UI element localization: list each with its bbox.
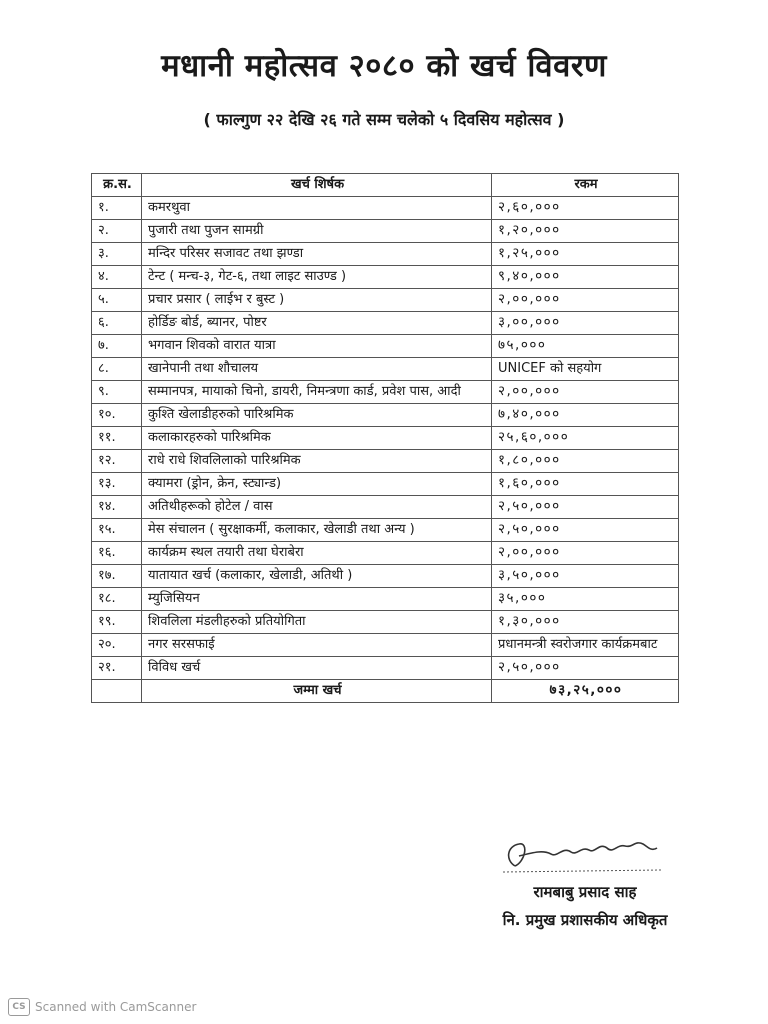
table-row — [92, 312, 679, 335]
row-heading: सम्मानपत्र, मायाको चिनो, डायरी, निमन्त्रणा कार्ड, प्रवेश पास, आदी — [142, 381, 492, 404]
row-sn: १. — [92, 197, 142, 220]
row-amount: २,००,००० — [492, 289, 679, 312]
expense-table — [91, 173, 679, 703]
row-heading: म्युजिसियन — [142, 588, 492, 611]
table-row — [92, 427, 679, 450]
row-amount: प्रधानमन्त्री स्वरोजगार कार्यक्रमबाट — [492, 634, 679, 657]
row-heading: भगवान शिवको वारात यात्रा — [142, 335, 492, 358]
row-heading: अतिथीहरूको होटेल / वास — [142, 496, 492, 519]
row-heading: राधे राधे शिवलिलाको पारिश्रमिक — [142, 450, 492, 473]
row-amount: ९,४०,००० — [492, 266, 679, 289]
row-amount: ७,४०,००० — [492, 404, 679, 427]
row-sn: १९. — [92, 611, 142, 634]
row-sn: १४. — [92, 496, 142, 519]
row-amount: २,६०,००० — [492, 197, 679, 220]
row-amount: १,३०,००० — [492, 611, 679, 634]
row-sn: २. — [92, 220, 142, 243]
row-amount: २,५०,००० — [492, 519, 679, 542]
row-sn: २१. — [92, 657, 142, 680]
row-amount: UNICEF को सहयोग — [492, 358, 679, 381]
row-sn: २०. — [92, 634, 142, 657]
row-amount: २,००,००० — [492, 381, 679, 404]
row-sn: १०. — [92, 404, 142, 427]
row-sn: ४. — [92, 266, 142, 289]
row-sn: ९. — [92, 381, 142, 404]
total-sn-cell — [92, 680, 142, 703]
table-row — [92, 634, 679, 657]
row-sn: १५. — [92, 519, 142, 542]
document-title: मधानी महोत्सव २०८० को खर्च विवरण — [161, 48, 607, 84]
table-row — [92, 243, 679, 266]
row-sn: १६. — [92, 542, 142, 565]
row-heading: नगर सरसफाई — [142, 634, 492, 657]
table-row — [92, 404, 679, 427]
scanner-watermark — [8, 998, 196, 1016]
row-amount: १,२०,००० — [492, 220, 679, 243]
total-row — [92, 680, 679, 703]
header-amount: रकम — [492, 174, 679, 197]
row-heading: कुश्ति खेलाडीहरुको पारिश्रमिक — [142, 404, 492, 427]
row-amount: १,८०,००० — [492, 450, 679, 473]
watermark-text: Scanned with CamScanner — [35, 1000, 197, 1014]
row-sn: ११. — [92, 427, 142, 450]
row-sn: ३. — [92, 243, 142, 266]
header-sn: क्र.स. — [92, 174, 142, 197]
table-row — [92, 657, 679, 680]
row-heading: पुजारी तथा पुजन सामग्री — [142, 220, 492, 243]
document-subtitle: ( फाल्गुण २२ देखि २६ गते सम्म चलेको ५ दिवसिय महोत्सव ) — [203, 110, 565, 129]
table-row — [92, 358, 679, 381]
table-header-row — [92, 174, 679, 197]
table-row — [92, 519, 679, 542]
table-row — [92, 266, 679, 289]
total-amount: ७३,२५,००० — [492, 680, 679, 703]
row-amount: ३,५०,००० — [492, 565, 679, 588]
table-row — [92, 220, 679, 243]
row-amount: ३५,००० — [492, 588, 679, 611]
table-row — [92, 611, 679, 634]
table-row — [92, 542, 679, 565]
table-row — [92, 473, 679, 496]
row-sn: ७. — [92, 335, 142, 358]
row-amount: ७५,००० — [492, 335, 679, 358]
signature-image — [485, 832, 665, 878]
table-row — [92, 496, 679, 519]
row-heading: कमरथुवा — [142, 197, 492, 220]
row-heading: प्रचार प्रसार ( लाईभ र बुस्ट ) — [142, 289, 492, 312]
row-heading: मेस संचालन ( सुरक्षाकर्मी, कलाकार, खेलाडी तथा अन्य ) — [142, 519, 492, 542]
row-heading: शिवलिला मंडलीहरुको प्रतियोगिता — [142, 611, 492, 634]
table-row — [92, 335, 679, 358]
row-sn: ५. — [92, 289, 142, 312]
row-sn: १२. — [92, 450, 142, 473]
row-heading: होर्डिङ बोर्ड, ब्यानर, पोष्टर — [142, 312, 492, 335]
camscanner-logo-icon: CS — [8, 998, 30, 1016]
row-amount: २,५०,००० — [492, 496, 679, 519]
header-heading: खर्च शिर्षक — [142, 174, 492, 197]
total-label: जम्मा खर्च — [142, 680, 492, 703]
row-amount: २,५०,००० — [492, 657, 679, 680]
signatory-name: रामबाबु प्रसाद साह — [533, 883, 637, 901]
table-row — [92, 197, 679, 220]
row-heading: कलाकारहरुको पारिश्रमिक — [142, 427, 492, 450]
row-heading: यातायात खर्च (कलाकार, खेलाडी, अतिथी ) — [142, 565, 492, 588]
table-row — [92, 289, 679, 312]
table-row — [92, 381, 679, 404]
row-amount: २,००,००० — [492, 542, 679, 565]
row-heading: टेन्ट ( मन्च-३, गेट-६, तथा लाइट साउण्ड ) — [142, 266, 492, 289]
table-row — [92, 565, 679, 588]
table-row — [92, 588, 679, 611]
row-heading: मन्दिर परिसर सजावट तथा झण्डा — [142, 243, 492, 266]
row-sn: ८. — [92, 358, 142, 381]
row-amount: ३,००,००० — [492, 312, 679, 335]
row-heading: खानेपानी तथा शौचालय — [142, 358, 492, 381]
table-row — [92, 450, 679, 473]
row-heading: कार्यक्रम स्थल तयारी तथा घेराबेरा — [142, 542, 492, 565]
row-amount: १,६०,००० — [492, 473, 679, 496]
row-heading: विविध खर्च — [142, 657, 492, 680]
row-sn: ६. — [92, 312, 142, 335]
row-amount: २५,६०,००० — [492, 427, 679, 450]
row-sn: १७. — [92, 565, 142, 588]
signatory-designation: नि. प्रमुख प्रशासकीय अधिकृत — [502, 911, 668, 929]
row-sn: १३. — [92, 473, 142, 496]
row-sn: १८. — [92, 588, 142, 611]
row-heading: क्यामरा (ड्रोन, क्रेन, स्ट्यान्ड) — [142, 473, 492, 496]
row-amount: १,२५,००० — [492, 243, 679, 266]
